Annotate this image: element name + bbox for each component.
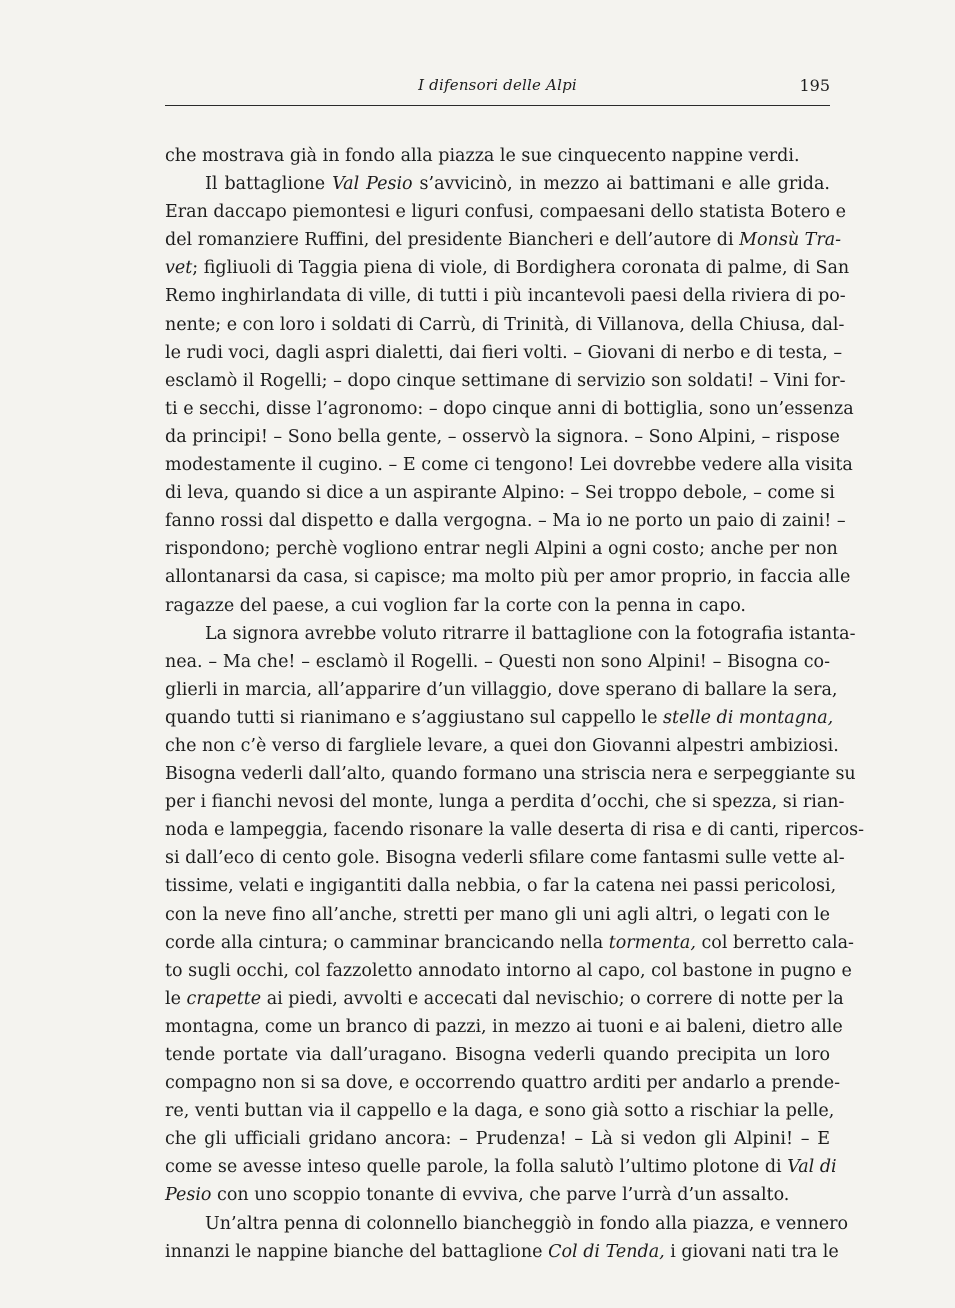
text-segment: le rudi voci, dagli aspri dialetti, dai fieri volti. – Giovani di nerbo e di testa, – [165, 342, 843, 363]
text-segment: esclamò il Rogelli; – dopo cinque settimane di servizio son soldati! – Vini for- [165, 370, 846, 391]
text-line [165, 423, 840, 451]
text-line [165, 254, 850, 282]
text-segment: rispondono; perchè vogliono entrar negli Alpini a ogni costo; anche per non [165, 539, 838, 560]
text-line [165, 844, 845, 872]
text-line [165, 1153, 837, 1181]
text-segment: Un’altra penna di colonnello biancheggiò in fondo alla piazza, e vennero [205, 1213, 848, 1234]
text-line [165, 1238, 839, 1266]
text-segment: del romanziere Ruffini, del presidente Biancheri e dell’autore di [165, 230, 740, 251]
text-line [165, 226, 842, 254]
text-line [165, 1097, 835, 1125]
text-segment: noda e lampeggia, facendo risonare la valle deserta di risa e di canti, ripercos- [165, 820, 865, 841]
text-line [165, 592, 830, 620]
text-line [165, 1181, 830, 1209]
text-segment: corde alla cintura; o camminar brancicando nella [165, 932, 609, 953]
text-segment: s’avvicinò, in mezzo ai battimani e alle grida. [412, 174, 830, 195]
italic-text: Val di [787, 1157, 837, 1178]
italic-text: Val Pesio [332, 174, 413, 195]
text-segment: La signora avrebbe voluto ritrarre il battaglione con la fotografia istanta- [205, 623, 856, 644]
text-segment: nente; e con loro i soldati di Carrù, di Trinità, di Villanova, della Chiusa, dal- [165, 314, 845, 335]
text-line [165, 788, 845, 816]
text-line [165, 732, 839, 760]
text-line [165, 704, 834, 732]
italic-text: vet [165, 258, 193, 279]
text-segment: compagno non si sa dove, e occorrendo quattro arditi per andarlo a prende- [165, 1073, 841, 1094]
text-segment: i giovani nati tra le [664, 1241, 839, 1262]
text-segment: Bisogna vederli dall’alto, quando formano una striscia nera e serpeggiante su [165, 764, 856, 785]
text-segment: che non c’è verso di fargliele levare, a quei don Giovanni alpestri ambiziosi. [165, 735, 839, 756]
text-segment: ai piedi, avvolti e accecati dal nevischio; o correre di notte per la [261, 988, 844, 1009]
text-segment: Il battaglione [205, 174, 333, 195]
text-segment: per i fianchi nevosi del monte, lunga a perdita d’occhi, che si spezza, si rian- [165, 792, 845, 813]
text-segment: col berretto cala- [695, 932, 854, 953]
text-line [165, 620, 856, 648]
text-segment: modestamente il cugino. – E come ci tengono! Lei dovrebbe vedere alla visita [165, 455, 853, 476]
text-segment: glierli in marcia, all’apparire d’un villaggio, dove sperano di ballare la sera, [165, 679, 838, 700]
text-segment: re, venti buttan via il cappello e la daga, e sono già sotto a rischiar la pelle, [165, 1101, 835, 1122]
text-line [165, 282, 846, 310]
text-line [165, 1069, 841, 1097]
running-head [165, 76, 830, 102]
text-segment: da principi! – Sono bella gente, – osservò la signora. – Sono Alpini, – rispose [165, 426, 840, 447]
text-line [165, 1013, 843, 1041]
italic-text: tormenta, [608, 932, 696, 953]
header-rule [165, 105, 830, 106]
text-line [165, 985, 844, 1013]
text-segment: che gli ufficiali gridano ancora: – Prudenza! – Là si vedon gli Alpini! – E [165, 1129, 830, 1150]
text-line [165, 198, 846, 226]
italic-text: crapette [186, 988, 262, 1009]
text-line [165, 367, 846, 395]
text-line [165, 311, 845, 339]
text-segment: Eran daccapo piemontesi e liguri confusi, compaesani dello statista Botero e [165, 202, 846, 223]
text-segment: fanno rossi dal dispetto e dalla vergogna. – Ma io ne porto un paio di zaini! – [165, 511, 846, 532]
text-segment: tissime, velati e ingigantiti dalla nebbia, o far la catena nei passi pericolosi, [165, 876, 837, 897]
text-line [165, 957, 852, 985]
text-line [165, 1125, 830, 1153]
italic-text: Pesio [165, 1185, 212, 1206]
text-segment: con la neve fino all’anche, stretti per mano gli uni agli altri, o legati con le [165, 904, 830, 925]
text-line [165, 648, 830, 676]
text-line [165, 760, 856, 788]
italic-text: stelle di montagna, [663, 707, 834, 728]
text-segment: come se avesse inteso quelle parole, la folla salutò l’ultimo plotone di [165, 1157, 788, 1178]
text-segment: ragazze del paese, a cui voglion far la corte con la penna in capo. [165, 595, 746, 616]
body-text [165, 142, 865, 1266]
text-segment: ti e secchi, disse l’agronomo: – dopo cinque anni di bottiglia, sono un’essenza [165, 398, 854, 419]
text-line [165, 563, 851, 591]
text-line [165, 451, 853, 479]
text-line [165, 507, 846, 535]
text-line [165, 1041, 830, 1069]
text-segment: allontanarsi da casa, si capisce; ma molto più per amor proprio, in faccia alle [165, 567, 851, 588]
text-line [165, 479, 835, 507]
italic-text: Monsù Tra- [739, 230, 842, 251]
text-segment: quando tutti si rianimano e s’aggiustano sul cappello le [165, 707, 664, 728]
text-segment: montagna, come un branco di pazzi, in mezzo ai tuoni e ai baleni, dietro alle [165, 1016, 843, 1037]
text-line [165, 395, 854, 423]
text-segment: Remo inghirlandata di ville, di tutti i più incantevoli paesi della riviera di po- [165, 286, 846, 307]
text-line [165, 339, 843, 367]
text-segment: innanzi le nappine bianche del battaglione [165, 1241, 549, 1262]
text-line [165, 901, 830, 929]
text-line [165, 872, 837, 900]
text-segment: ; figliuoli di Taggia piena di viole, di Bordighera coronata di palme, di San [192, 258, 850, 279]
text-line [165, 929, 854, 957]
text-line [165, 1210, 848, 1238]
text-segment: nea. – Ma che! – esclamò il Rogelli. – Questi non sono Alpini! – Bisogna co- [165, 651, 830, 672]
page-number: 195 [799, 76, 830, 95]
text-line [165, 535, 838, 563]
text-segment: to sugli occhi, col fazzoletto annodato intorno al capo, col bastone in pugno e [165, 960, 852, 981]
text-segment: che mostrava già in fondo alla piazza le sue cinquecento nappine verdi. [165, 146, 800, 166]
text-segment: di leva, quando si dice a un aspirante Alpino: – Sei troppo debole, – come si [165, 483, 835, 504]
text-segment: si dall’eco di cento gole. Bisogna vederli sfilare come fantasmi sulle vette al- [165, 848, 845, 869]
text-segment: con uno scoppio tonante di evviva, che parve l’urrà d’un assalto. [211, 1185, 790, 1206]
running-title: I difensori delle Alpi [418, 76, 577, 94]
italic-text: Col di Tenda, [548, 1241, 665, 1262]
text-line [165, 676, 838, 704]
text-line [165, 170, 830, 198]
text-segment: le [165, 988, 187, 1009]
text-segment: tende portate via dall’uragano. Bisogna vederli quando precipita un loro [165, 1045, 830, 1065]
text-line [165, 816, 865, 844]
text-line [165, 142, 830, 170]
